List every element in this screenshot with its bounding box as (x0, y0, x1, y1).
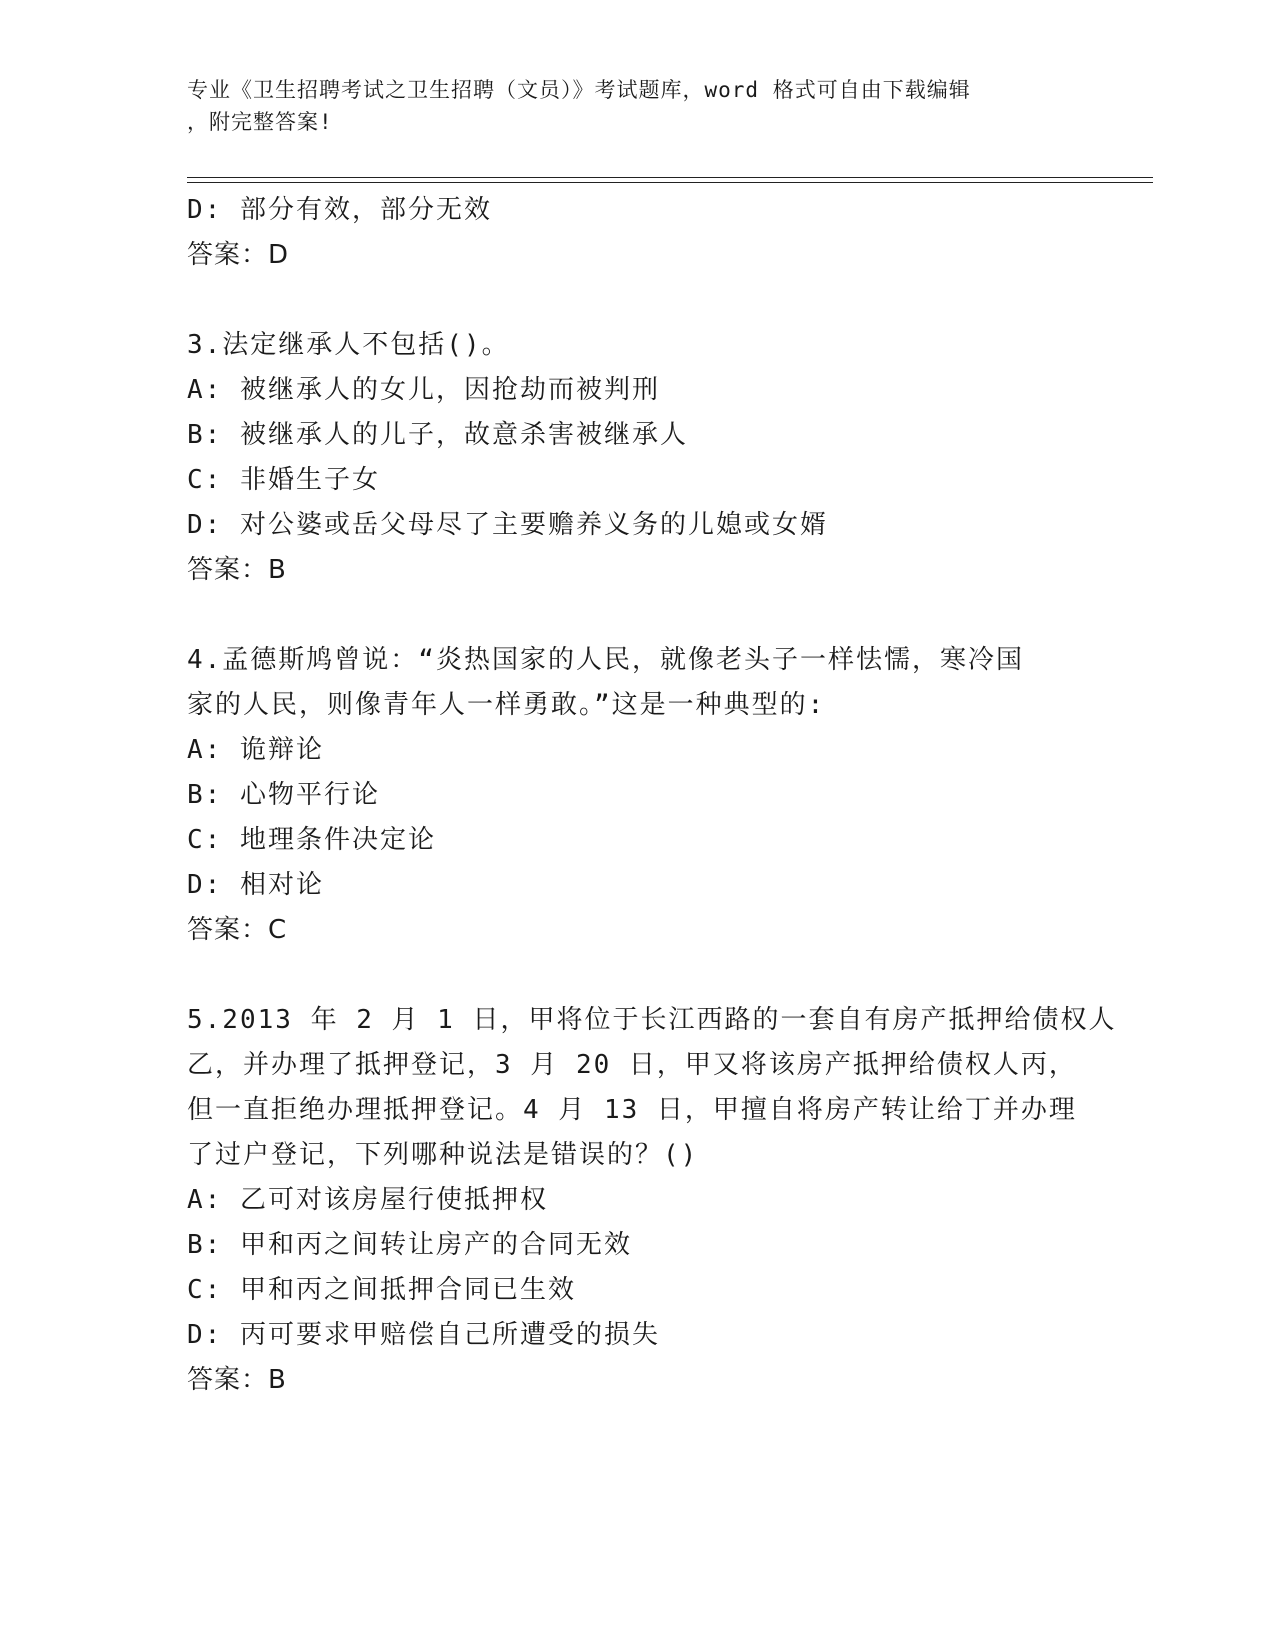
question-stem-line-3: 但一直拒绝办理抵押登记。4 月 13 日，甲擅自将房产转让给丁并办理 (187, 1095, 1077, 1125)
answer-line (187, 1358, 1087, 1403)
answer-line (187, 233, 1087, 278)
spacer (187, 593, 1087, 638)
question-stem-line-2: 家的人民，则像青年人一样勇敢。”这是一种典型的: (187, 690, 826, 720)
option-c: C: 非婚生子女 (187, 465, 380, 495)
option-d: D: 部分有效，部分无效 (187, 195, 492, 225)
option-b: B: 甲和丙之间转让房产的合同无效 (187, 1230, 632, 1260)
option-a: A: 诡辩论 (187, 735, 324, 765)
question-stem-line-2: 乙，并办理了抵押登记，3 月 20 日，甲又将该房产抵押给债权人丙， (187, 1050, 1077, 1080)
answer-value: C (268, 915, 288, 945)
option-d: D: 丙可要求甲赔偿自己所遭受的损失 (187, 1320, 660, 1350)
question-5 (187, 998, 1117, 1403)
spacer (187, 278, 1087, 323)
answer-value: B (268, 555, 287, 585)
question-stem-line-1: 4.孟德斯鸠曾说：“炎热国家的人民，就像老头子一样怯懦，寒冷国 (187, 645, 1024, 675)
question-stem-line-1: 5.2013 年 2 月 1 日，甲将位于长江西路的一套自有房产抵押给债权人 (187, 1005, 1117, 1035)
answer-value: D (268, 240, 290, 270)
answer-label: 答案： (187, 240, 269, 270)
header-title-line-2: ，附完整答案! (187, 110, 333, 134)
question-stem: 3.法定继承人不包括()。 (187, 330, 510, 360)
answer-line (187, 548, 1087, 593)
answer-label: 答案： (187, 915, 269, 945)
answer-line (187, 908, 1087, 953)
header-divider-top (187, 177, 1153, 178)
question-list (187, 188, 1117, 1403)
option-a: A: 被继承人的女儿，因抢劫而被判刑 (187, 375, 660, 405)
answer-value: B (268, 1365, 287, 1395)
option-c: C: 地理条件决定论 (187, 825, 436, 855)
answer-label: 答案： (187, 555, 269, 585)
option-b: B: 心物平行论 (187, 780, 380, 810)
option-b: B: 被继承人的儿子，故意杀害被继承人 (187, 420, 688, 450)
header-divider-bottom (187, 182, 1153, 183)
option-a: A: 乙可对该房屋行使抵押权 (187, 1185, 548, 1215)
option-d: D: 相对论 (187, 870, 324, 900)
question-4 (187, 638, 1087, 953)
header-title-line-1: 专业《卫生招聘考试之卫生招聘（文员）》考试题库，word 格式可自由下载编辑 (187, 78, 971, 102)
question-3 (187, 323, 1087, 593)
question-stem-line-4: 了过户登记，下列哪种说法是错误的？() (187, 1140, 699, 1170)
spacer (187, 953, 1087, 998)
answer-label: 答案： (187, 1365, 269, 1395)
document-header (187, 74, 1067, 138)
option-c: C: 甲和丙之间抵押合同已生效 (187, 1275, 576, 1305)
option-d: D: 对公婆或岳父母尽了主要赡养义务的儿媳或女婿 (187, 510, 828, 540)
